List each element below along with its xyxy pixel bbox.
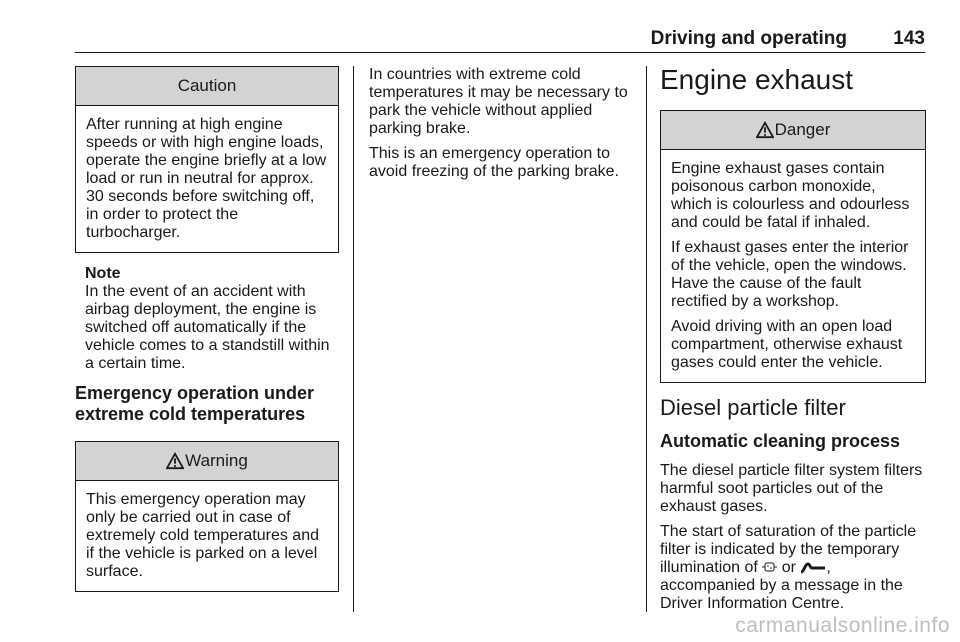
column-right	[660, 64, 926, 620]
watermark: carmanualsonline.info	[735, 614, 950, 637]
warning-title: Warning	[185, 451, 248, 470]
warning-triangle-icon	[166, 452, 184, 470]
column-left	[75, 66, 339, 592]
note	[75, 265, 339, 373]
danger-paragraph-2: If exhaust gases enter the interior of the vehicle, open the windows. Have the cause of the fault rectified by a workshop.	[671, 239, 909, 310]
page-header	[75, 28, 925, 52]
dpf-paragraph-1: The diesel particle filter system filters harmful soot particles out of the exhaust gases.	[660, 462, 923, 515]
caution-box	[75, 66, 339, 253]
note-text: In the event of an accident with airbag deployment, the engine is switched off automatically if the vehicle comes to a standstill within a certain time.	[85, 283, 330, 372]
dpf-heading: Diesel particle filter	[660, 395, 846, 420]
engine-exhaust-heading: Engine exhaust	[660, 64, 854, 95]
emergency-paragraph-1: In countries with extreme cold temperatures it may be necessary to park the vehicle without applied parking brake.	[369, 66, 628, 137]
warning-text: This emergency operation may only be carried out in case of extremely cold temperatures and if the vehicle is parked on a level surface.	[86, 491, 319, 580]
note-label: Note	[85, 265, 121, 282]
danger-box	[660, 110, 926, 383]
column-middle	[369, 66, 633, 188]
danger-paragraph-3: Avoid driving with an open load compartment, otherwise exhaust gases could enter the vehicle.	[671, 318, 903, 371]
page-number: 143	[893, 28, 925, 49]
emergency-heading: Emergency operation under extreme cold temperatures	[75, 383, 315, 424]
caution-text: After running at high engine speeds or with high engine loads, operate the engine briefly at a low load or run in neutral for approx. 30 seconds before switching off, in order to protect the turbocharger.	[86, 116, 327, 241]
section-title: Driving and operating	[650, 28, 847, 49]
danger-triangle-icon	[756, 121, 774, 139]
header-rule	[75, 52, 925, 53]
dpf-subheading: Automatic cleaning process	[660, 431, 901, 451]
preheating-coil-icon	[800, 562, 826, 574]
warning-box	[75, 441, 339, 592]
dpf-indicator-icon	[762, 560, 777, 574]
column-divider-2	[646, 66, 647, 612]
dpf-paragraph-2: The start of saturation of the particle filter is indicated by the temporary illumination of or , accompanied by a message in the Driver Information Centre.	[660, 523, 917, 612]
emergency-paragraph-2: This is an emergency operation to avoid freezing of the parking brake.	[369, 145, 619, 180]
danger-paragraph-1: Engine exhaust gases contain poisonous carbon monoxide, which is colourless and odourless and could be fatal if inhaled.	[671, 160, 910, 231]
caution-title: Caution	[76, 67, 338, 106]
column-divider-1	[353, 66, 354, 612]
danger-title: Danger	[774, 120, 831, 139]
